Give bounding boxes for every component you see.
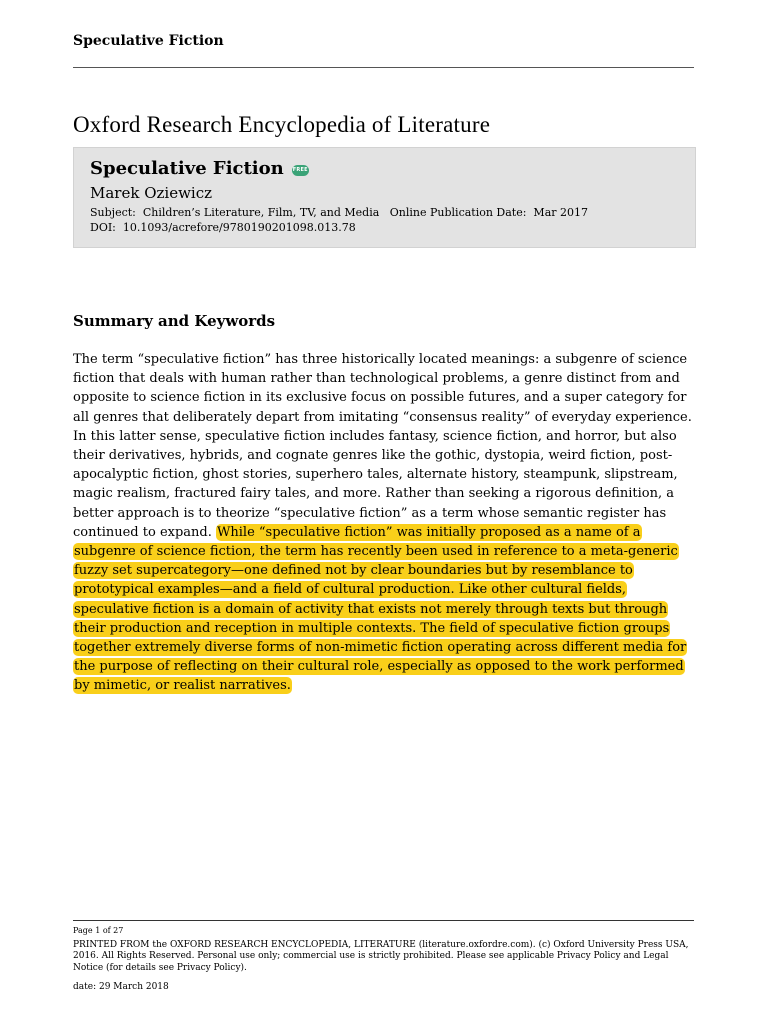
header-divider	[73, 67, 694, 68]
subject-and-date: Subject: Children’s Literature, Film, TV, and Media Online Publication Date: Mar 2017	[90, 206, 589, 219]
summary-text: The term “speculative fiction” has three historically located meanings: a subgenre of science fiction that deals with human rather than technological problems, a genre distinct from and opposite to science fiction in its exclusive focus on possible futures, and a super category for all genres that deliberately depart from imitating “consensus reality” of everyday experience. In this latter sense, speculative fiction includes fantasy, science fiction, and horror, but also their derivatives, hybrids, and cognate genres like the gothic, dystopia, weird fiction, post-apocalyptic fiction, ghost stories, superhero tales, alternate history, steampunk, slipstream, magic realism, fractured fairy tales, and more. Rather than seeking a rigorous definition, a better approach is to theorize “speculative fiction” as a term whose semantic register has continued to expand.	[73, 352, 692, 540]
article-meta-box	[73, 147, 696, 248]
printed-notice: PRINTED FROM the OXFORD RESEARCH ENCYCLOPEDIA, LITERATURE (literature.oxfordre.com). (c) Oxford University Press USA, 2016. All Rights Reserved. Personal use only; commercial use is strictly prohibited. Please see applicable Privacy Policy and Legal Notice (for details see Privacy Policy).	[73, 940, 689, 973]
running-head: Speculative Fiction	[73, 33, 224, 49]
print-date: date: 29 March 2018	[73, 982, 169, 992]
doi: DOI: 10.1093/acrefore/9780190201098.013.78	[90, 221, 356, 234]
encyclopedia-title: Oxford Research Encyclopedia of Literature	[73, 112, 491, 137]
page-number: Page 1 of 27	[73, 926, 124, 935]
footer-divider	[73, 920, 694, 921]
summary-heading: Summary and Keywords	[73, 312, 276, 330]
free-badge-icon: FREE	[292, 165, 309, 176]
article-title-row	[90, 158, 309, 179]
author-name: Marek Oziewicz	[90, 184, 213, 202]
summary-paragraph	[73, 350, 696, 696]
highlighted-summary-text[interactable]: While “speculative fiction” was initially proposed as a name of a subgenre of science fiction, the term has recently been used in reference to a meta-generic fuzzy set supercategory—one defined not by clear boundaries but by resemblance to prototypical examples—and a field of cultural production. Like other cultural fields, speculative fiction is a domain of activity that exists not merely through texts but through their production and reception in multiple contexts. The field of speculative fiction groups together extremely diverse forms of non-mimetic fiction operating across different media for the purpose of reflecting on their cultural role, especially as opposed to the work performed by mimetic, or realist narratives.	[74, 524, 687, 694]
article-title: Speculative Fiction	[90, 158, 284, 179]
